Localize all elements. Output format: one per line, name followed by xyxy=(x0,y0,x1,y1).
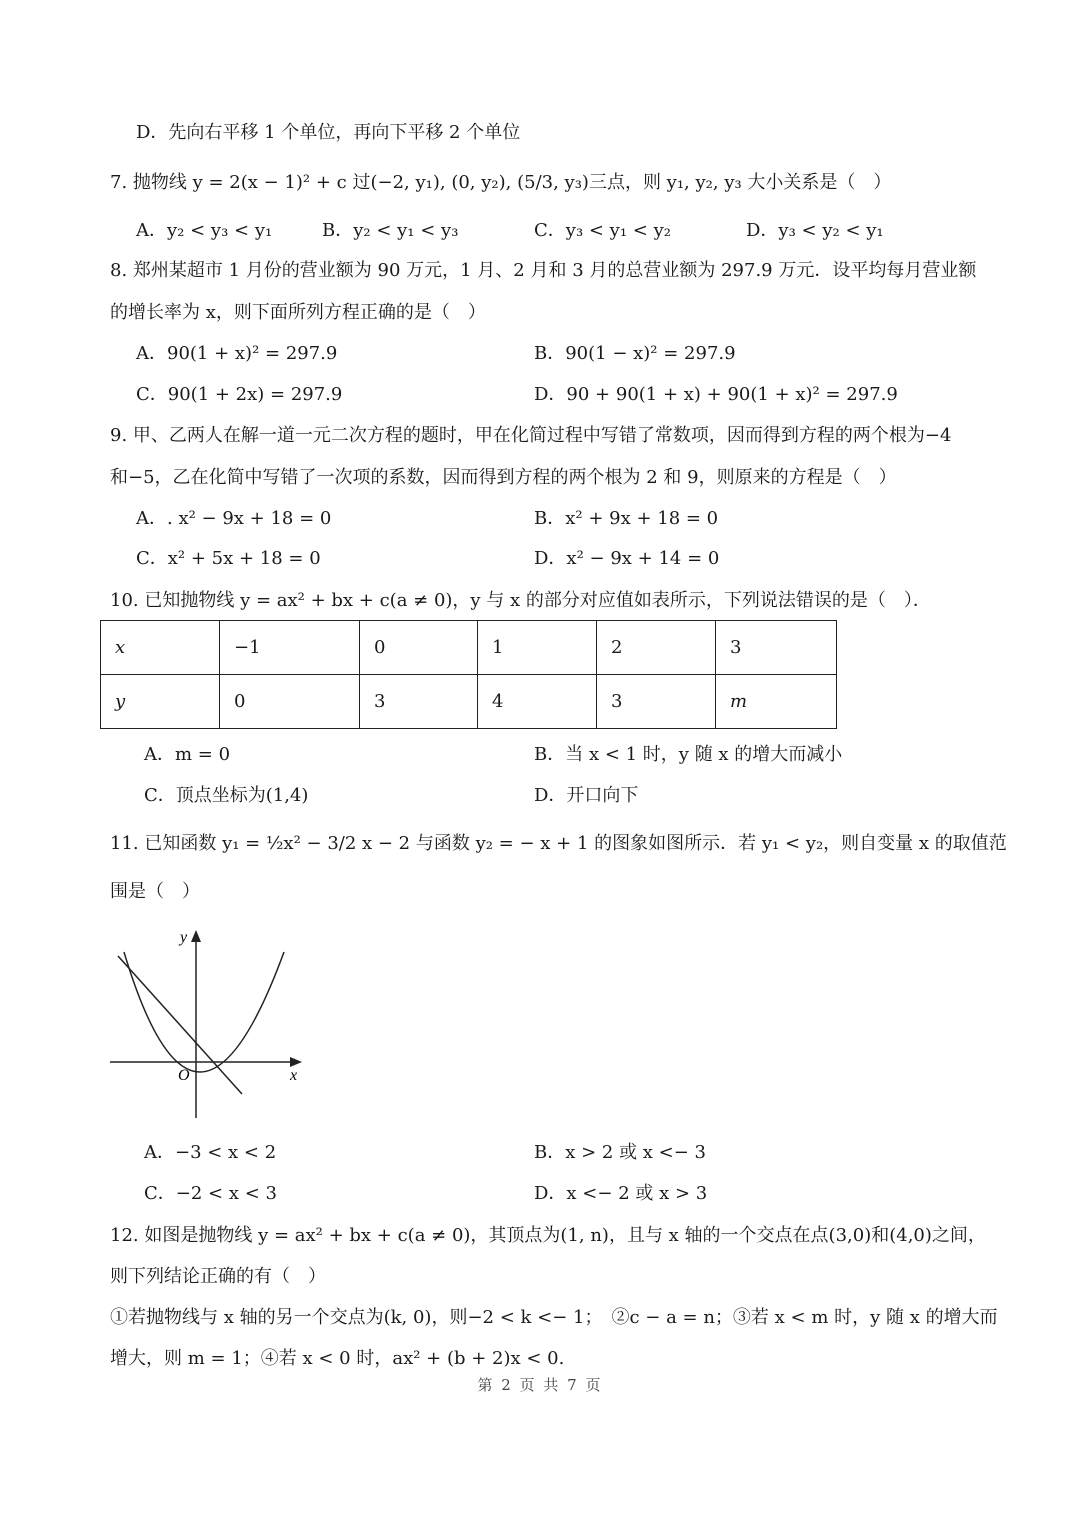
q11-option-d: D．x <− 2 或 x > 3 xyxy=(534,1183,708,1204)
page-footer: 第 2 页 共 7 页 xyxy=(477,1376,603,1394)
table-cell: 0 xyxy=(360,621,478,675)
q9-option-d: D．x² − 9x + 14 = 0 xyxy=(534,548,720,569)
y-axis-arrow-icon xyxy=(191,930,201,942)
q10-value-table xyxy=(100,620,837,729)
q6-option-d: D．先向右平移 1 个单位，再向下平移 2 个单位 xyxy=(136,122,521,143)
x-axis-arrow-icon xyxy=(290,1057,302,1067)
q11-stem-line1: 11. 已知函数 y₁ = ½x² − 3/2 x − 2 与函数 y₂ = − x + 1 的图象如图所示．若 y₁ < y₂，则自变量 x 的取值范 xyxy=(110,833,1007,854)
q7-stem: 7. 抛物线 y = 2(x − 1)² + c 过(−2, y₁), (0, y₂), (5/3, y₃)三点，则 y₁, y₂, y₃ 大小关系是（ ） xyxy=(110,172,892,193)
q11-function-graph xyxy=(104,922,314,1122)
q11-stem-line2: 围是（ ） xyxy=(110,881,200,902)
x-axis-label: x xyxy=(290,1067,298,1084)
q9-stem-line2: 和−5，乙在化简中写错了一次项的系数，因而得到方程的两个根为 2 和 9，则原来的方程是（ ） xyxy=(110,467,897,488)
q9-option-c: C．x² + 5x + 18 = 0 xyxy=(136,548,321,569)
q11-option-b: B．x > 2 或 x <− 3 xyxy=(534,1142,707,1163)
table-cell: m xyxy=(716,675,837,729)
origin-label: O xyxy=(178,1067,190,1084)
parabola-curve xyxy=(124,952,284,1072)
table-cell: 1 xyxy=(478,621,597,675)
q8-stem-line1: 8. 郑州某超市 1 月份的营业额为 90 万元，1 月、2 月和 3 月的总营业额为 297.9 万元．设平均每月营业额 xyxy=(110,260,977,281)
q9-stem-line1: 9. 甲、乙两人在解一道一元二次方程的题时，甲在化简过程中写错了常数项，因而得到方程的两个根为−4 xyxy=(110,425,952,446)
q10-option-c: C．顶点坐标为(1,4) xyxy=(144,785,309,806)
q11-option-c: C．−2 < x < 3 xyxy=(144,1183,277,1204)
q10-option-d: D．开口向下 xyxy=(534,785,639,806)
q10-option-a: A．m = 0 xyxy=(144,744,231,765)
q12-stem-line2: 则下列结论正确的有（ ） xyxy=(110,1266,326,1287)
q8-option-a: A．90(1 + x)² = 297.9 xyxy=(136,343,338,364)
q7-option-b: B．y₂ < y₁ < y₃ xyxy=(322,220,459,241)
table-row-y xyxy=(101,675,837,729)
q9-option-b: B．x² + 9x + 18 = 0 xyxy=(534,508,719,529)
table-cell: x xyxy=(101,621,220,675)
table-cell: 3 xyxy=(716,621,837,675)
q8-stem-line2: 的增长率为 x，则下面所列方程正确的是（ ） xyxy=(110,302,486,323)
q8-option-b: B．90(1 − x)² = 297.9 xyxy=(534,343,736,364)
q12-stem-line1: 12. 如图是抛物线 y = ax² + bx + c(a ≠ 0)，其顶点为(1, n)，且与 x 轴的一个交点在点(3,0)和(4,0)之间， xyxy=(110,1225,986,1246)
table-cell: 2 xyxy=(597,621,716,675)
q7-option-c: C．y₃ < y₁ < y₂ xyxy=(534,220,671,241)
q11-option-a: A．−3 < x < 2 xyxy=(144,1142,277,1163)
q10-option-b: B．当 x < 1 时，y 随 x 的增大而减小 xyxy=(534,744,843,765)
q7-option-a: A．y₂ < y₃ < y₁ xyxy=(136,220,273,241)
q8-option-d: D．90 + 90(1 + x) + 90(1 + x)² = 297.9 xyxy=(534,384,898,405)
table-cell: 3 xyxy=(597,675,716,729)
q8-option-c: C．90(1 + 2x) = 297.9 xyxy=(136,384,343,405)
q7-option-d: D．y₃ < y₂ < y₁ xyxy=(746,220,884,241)
table-cell: −1 xyxy=(220,621,360,675)
q10-stem: 10. 已知抛物线 y = ax² + bx + c(a ≠ 0)，y 与 x 的部分对应值如表所示，下列说法错误的是（ ）． xyxy=(110,590,931,611)
table-cell: y xyxy=(101,675,220,729)
q12-stem-line4: 增大，则 m = 1；④若 x < 0 时，ax² + (b + 2)x < 0. xyxy=(110,1348,565,1369)
table-cell: 3 xyxy=(360,675,478,729)
table-row-x xyxy=(101,621,837,675)
q12-stem-line3: ①若抛物线与 x 轴的另一个交点为(k, 0)，则−2 < k <− 1； ②c − a = n；③若 x < m 时，y 随 x 的增大而 xyxy=(110,1307,998,1328)
q9-option-a: A．. x² − 9x + 18 = 0 xyxy=(136,508,332,529)
y-axis-label: y xyxy=(180,929,188,946)
table-cell: 0 xyxy=(220,675,360,729)
table-cell: 4 xyxy=(478,675,597,729)
